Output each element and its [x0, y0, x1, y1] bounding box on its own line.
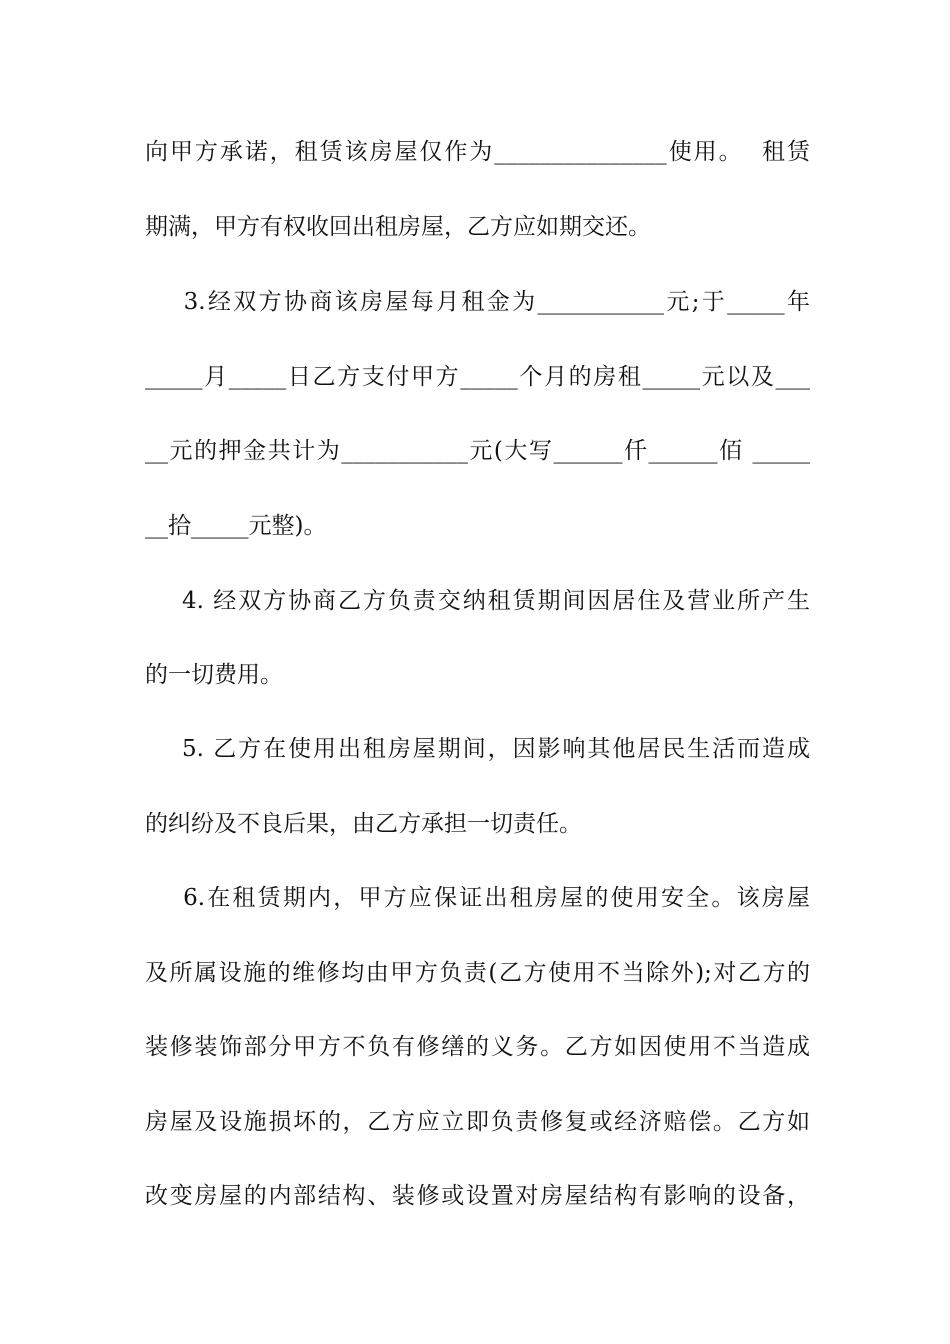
text-line: __元的押金共计为___________元(大写______仟______佰 _____	[145, 438, 810, 464]
text-line: 装修装饰部分甲方不负有修缮的义务。乙方如因使用不当造成	[145, 1034, 810, 1060]
text-line: 6.在租赁期内，甲方应保证出租房屋的使用安全。该房屋	[145, 885, 810, 911]
text-line: 4. 经双方协商乙方负责交纳租赁期间因居住及营业所产生	[145, 588, 810, 614]
text-line: 5. 乙方在使用出租房屋期间，因影响其他居民生活而造成	[145, 736, 810, 762]
text-line: _____月_____日乙方支付甲方_____个月的房租_____元以及___	[145, 364, 810, 390]
text-line: 房屋及设施损坏的，乙方应立即负责修复或经济赔偿。乙方如	[145, 1109, 810, 1135]
text-line: 改变房屋的内部结构、装修或设置对房屋结构有影响的设备，	[145, 1183, 810, 1209]
text-line: __拾_____元整)。	[145, 513, 327, 539]
text-line: 向甲方承诺，租赁该房屋仅作为_______________使用。 租赁	[145, 139, 810, 165]
text-line: 3.经双方协商该房屋每月租金为___________元;于_____年	[145, 289, 810, 315]
text-line: 及所属设施的维修均由甲方负责(乙方使用不当除外);对乙方的	[145, 960, 810, 986]
text-line: 的一切费用。	[145, 662, 283, 688]
text-line: 期满，甲方有权收回出租房屋，乙方应如期交还。	[145, 214, 651, 240]
text-line: 的纠纷及不良后果，由乙方承担一切责任。	[145, 811, 582, 837]
